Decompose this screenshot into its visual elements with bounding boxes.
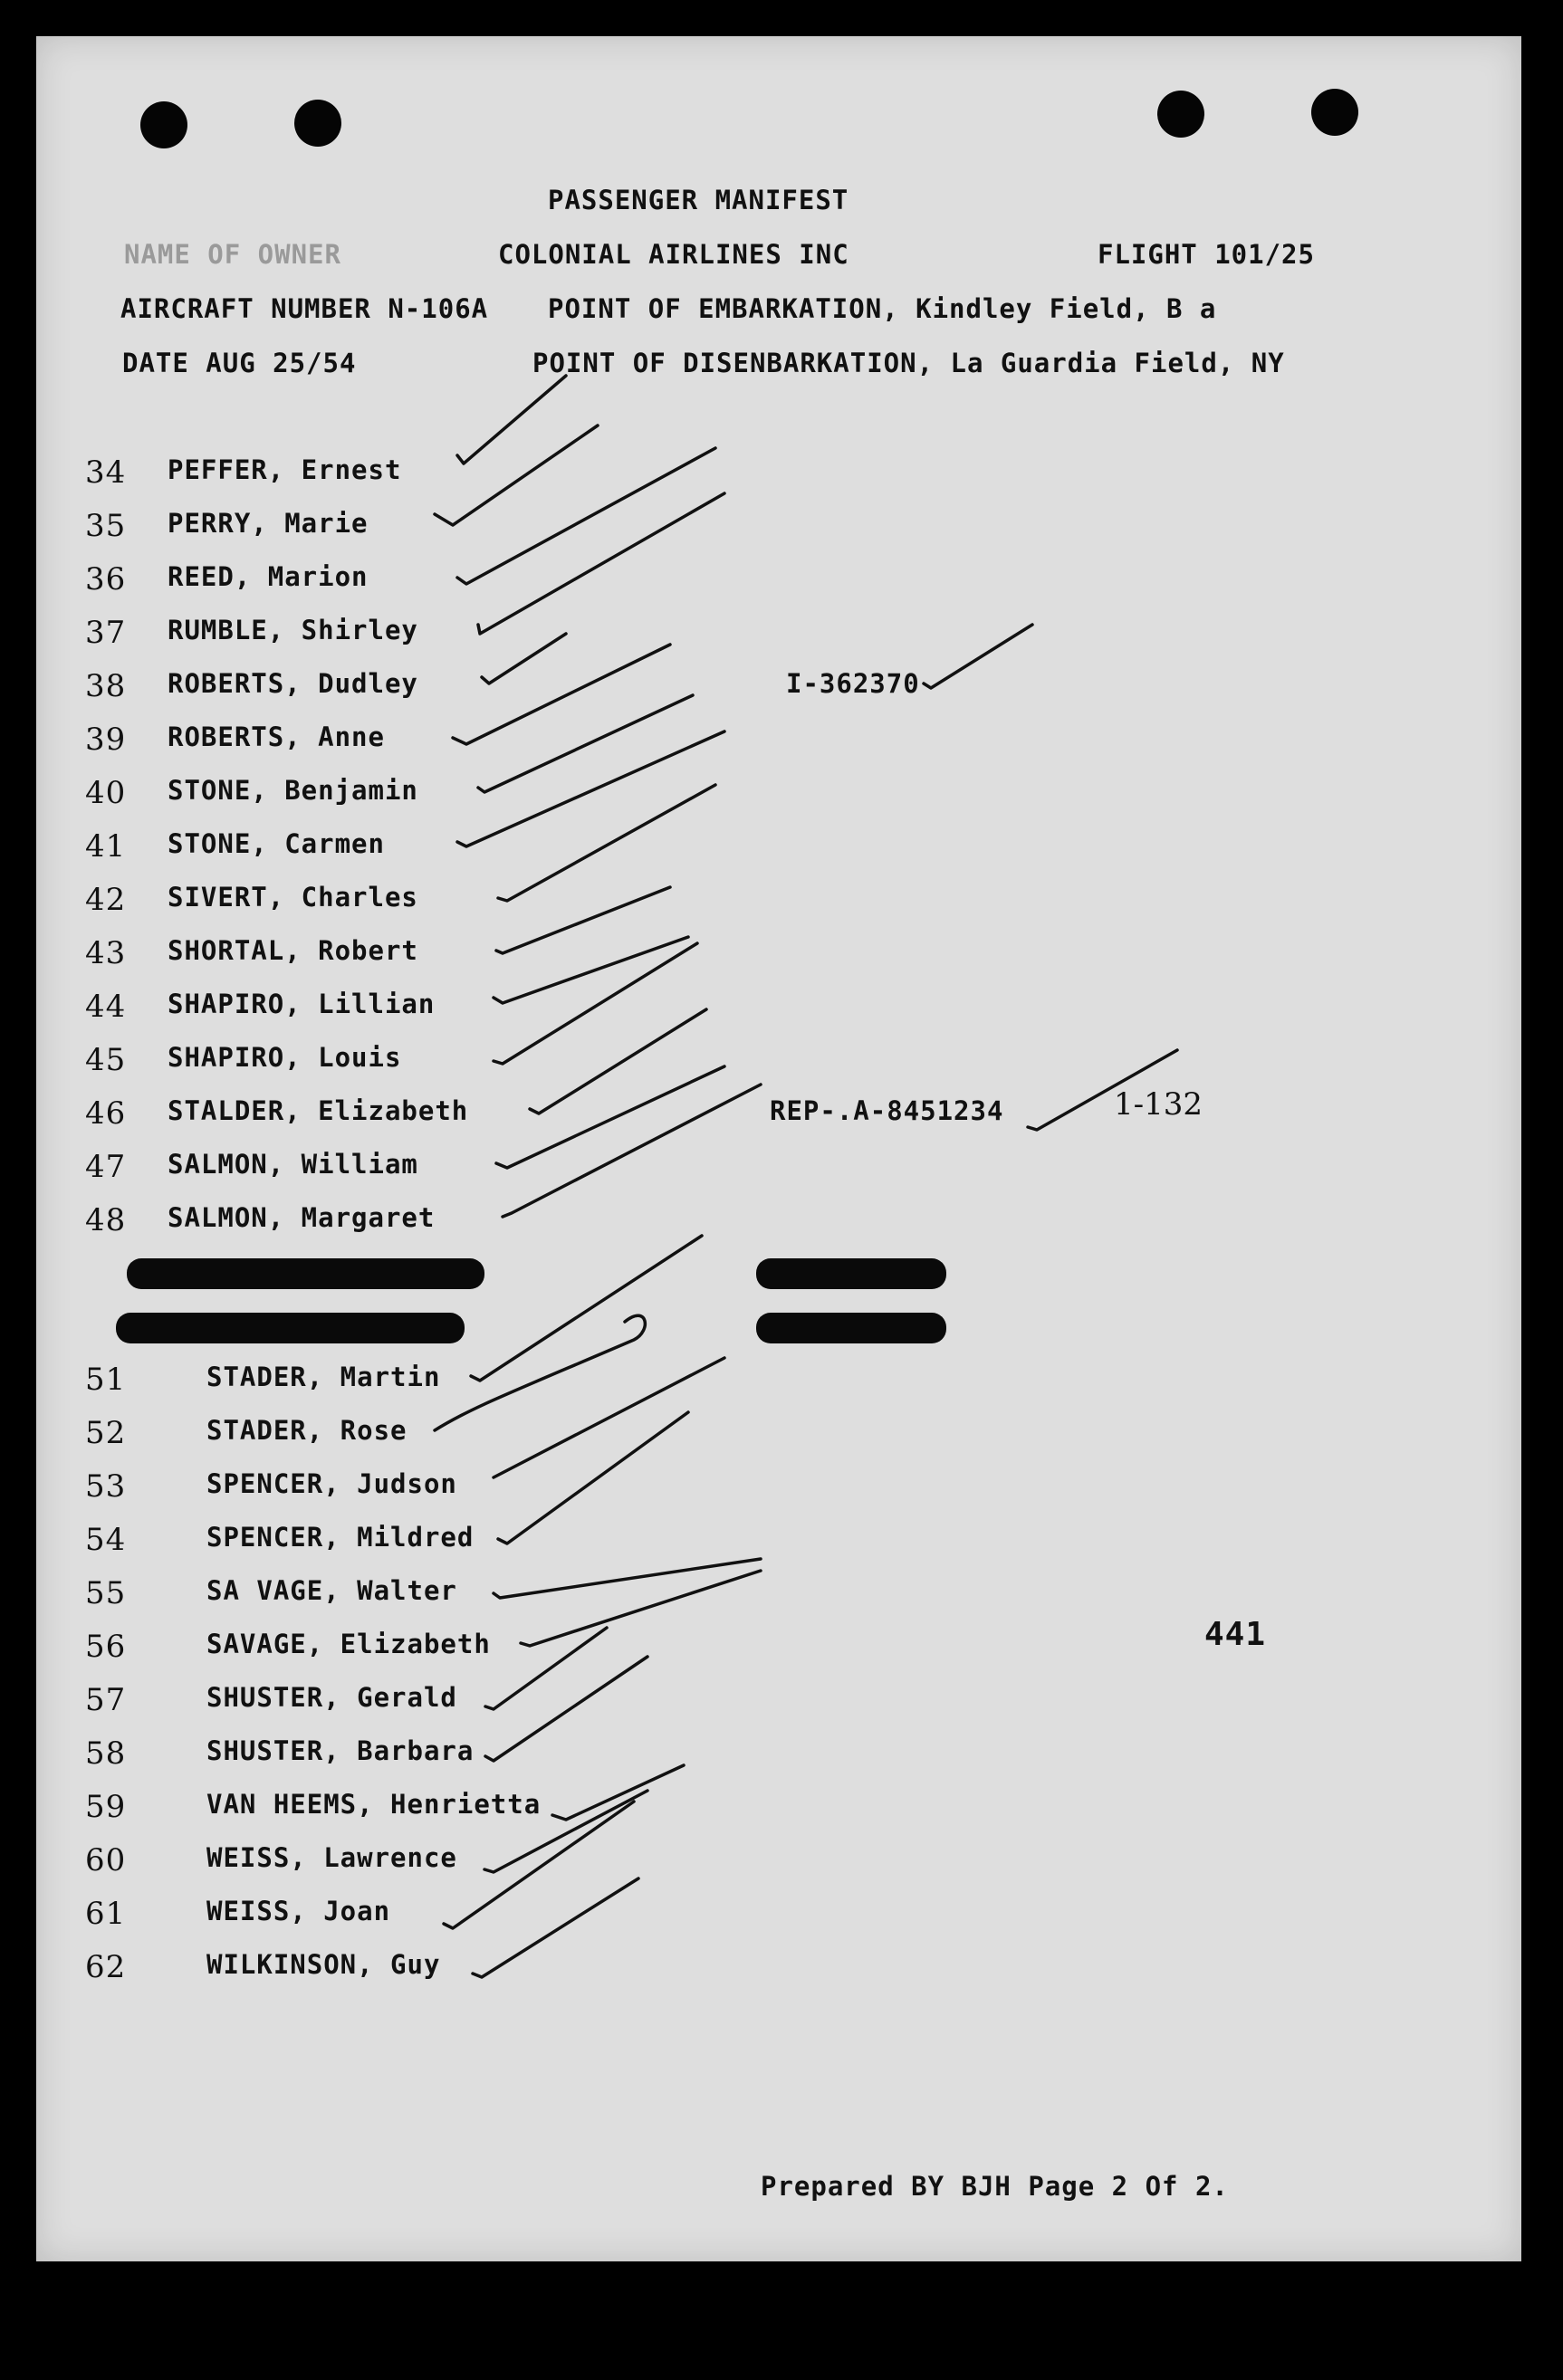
- document-title: PASSENGER MANIFEST: [548, 185, 849, 215]
- passenger-name: SHUSTER, Gerald: [206, 1682, 457, 1713]
- handwritten-note: 1-132: [1114, 1086, 1203, 1123]
- passenger-name: SHORTAL, Robert: [168, 935, 418, 966]
- row-number: 38: [85, 668, 127, 704]
- row-number: 56: [85, 1629, 127, 1665]
- passenger-name: ROBERTS, Dudley: [168, 668, 418, 699]
- passenger-row: [0, 454, 1485, 500]
- disembarkation-point: POINT OF DISENBARKATION, La Guardia Field, NY: [532, 348, 1285, 378]
- passenger-name: SALMON, William: [168, 1149, 418, 1180]
- passenger-name: SPENCER, Mildred: [206, 1522, 475, 1553]
- passenger-name: SALMON, Margaret: [168, 1202, 436, 1233]
- flight-date: DATE AUG 25/54: [122, 348, 357, 378]
- punch-hole: [140, 101, 187, 148]
- passenger-name: STADER, Martin: [206, 1362, 441, 1392]
- row-number: 40: [85, 775, 127, 811]
- row-number: 39: [85, 722, 127, 758]
- passenger-row: [0, 1789, 1485, 1834]
- passenger-name: PEFFER, Ernest: [168, 454, 402, 485]
- passenger-row: [0, 508, 1485, 553]
- passenger-row: [0, 1522, 1485, 1567]
- passenger-name: SIVERT, Charles: [168, 882, 418, 913]
- passenger-row: [0, 1468, 1485, 1514]
- passenger-row: [0, 1682, 1485, 1727]
- document-number: I-362370: [786, 668, 920, 699]
- passenger-name: ROBERTS, Anne: [168, 722, 385, 752]
- row-number: 55: [85, 1575, 127, 1611]
- passenger-name: SHAPIRO, Louis: [168, 1042, 402, 1073]
- passenger-name: STONE, Benjamin: [168, 775, 418, 806]
- row-number: 42: [85, 882, 127, 918]
- passenger-row: [0, 882, 1485, 927]
- passenger-row: [0, 561, 1485, 607]
- passenger-row: [0, 615, 1485, 660]
- passenger-name: WEISS, Lawrence: [206, 1842, 457, 1873]
- redaction-bar: [116, 1313, 465, 1343]
- passenger-row: [0, 1949, 1485, 1994]
- row-number: 54: [85, 1522, 127, 1558]
- row-number: 60: [85, 1842, 127, 1878]
- passenger-name: STONE, Carmen: [168, 828, 385, 859]
- punch-hole: [294, 100, 341, 147]
- passenger-row: [0, 1202, 1485, 1247]
- passenger-row: [0, 722, 1485, 767]
- row-number: 43: [85, 935, 127, 971]
- row-number: 34: [85, 454, 127, 491]
- passenger-row: [0, 1362, 1485, 1407]
- passenger-name: STADER, Rose: [206, 1415, 408, 1446]
- row-number: 62: [85, 1949, 127, 1985]
- passenger-name: WEISS, Joan: [206, 1896, 391, 1926]
- passenger-name: STALDER, Elizabeth: [168, 1095, 469, 1126]
- page-stamp-number: 441: [1204, 1616, 1267, 1653]
- row-number: 47: [85, 1149, 127, 1185]
- passenger-name: SAVAGE, Elizabeth: [206, 1629, 491, 1659]
- document-number: REP-.A-8451234: [770, 1095, 1004, 1126]
- punch-hole: [1311, 89, 1358, 136]
- row-number: 51: [85, 1362, 127, 1398]
- row-number: 44: [85, 989, 127, 1025]
- redaction-bar: [756, 1258, 946, 1289]
- owner-name: COLONIAL AIRLINES INC: [498, 239, 849, 270]
- row-number: 45: [85, 1042, 127, 1078]
- passenger-row: [0, 1095, 1485, 1141]
- row-number: 57: [85, 1682, 127, 1718]
- passenger-row: [0, 1735, 1485, 1781]
- row-number: 53: [85, 1468, 127, 1505]
- passenger-name: REED, Marion: [168, 561, 369, 592]
- passenger-row: [0, 775, 1485, 820]
- passenger-row: [0, 989, 1485, 1034]
- passenger-row: [0, 668, 1485, 713]
- passenger-row: [0, 935, 1485, 980]
- flight-number: FLIGHT 101/25: [1098, 239, 1315, 270]
- row-number: 59: [85, 1789, 127, 1825]
- owner-label: NAME OF OWNER: [124, 239, 341, 270]
- aircraft-number: AIRCRAFT NUMBER N-106A: [120, 293, 489, 324]
- passenger-name: SHAPIRO, Lillian: [168, 989, 436, 1019]
- passenger-name: RUMBLE, Shirley: [168, 615, 418, 645]
- row-number: 58: [85, 1735, 127, 1772]
- passenger-row: [0, 1149, 1485, 1194]
- row-number: 46: [85, 1095, 127, 1132]
- footer-prepared-by: Prepared BY BJH Page 2 Of 2.: [761, 2171, 1229, 2202]
- redaction-bar: [127, 1258, 484, 1289]
- row-number: 61: [85, 1896, 127, 1932]
- redaction-bar: [756, 1313, 946, 1343]
- passenger-row: [0, 828, 1485, 874]
- embarkation-point: POINT OF EMBARKATION, Kindley Field, B a: [548, 293, 1217, 324]
- row-number: 36: [85, 561, 127, 597]
- row-number: 35: [85, 508, 127, 544]
- row-number: 52: [85, 1415, 127, 1451]
- punch-hole: [1157, 91, 1204, 138]
- passenger-row: [0, 1896, 1485, 1941]
- passenger-name: WILKINSON, Guy: [206, 1949, 441, 1980]
- passenger-name: SPENCER, Judson: [206, 1468, 457, 1499]
- passenger-row: [0, 1575, 1485, 1620]
- passenger-name: SHUSTER, Barbara: [206, 1735, 475, 1766]
- passenger-name: SA VAGE, Walter: [206, 1575, 457, 1606]
- passenger-row: [0, 1415, 1485, 1460]
- passenger-name: VAN HEEMS, Henrietta: [206, 1789, 542, 1820]
- row-number: 37: [85, 615, 127, 651]
- row-number: 41: [85, 828, 127, 865]
- passenger-row: [0, 1042, 1485, 1087]
- passenger-name: PERRY, Marie: [168, 508, 369, 539]
- passenger-row: [0, 1842, 1485, 1888]
- row-number: 48: [85, 1202, 127, 1238]
